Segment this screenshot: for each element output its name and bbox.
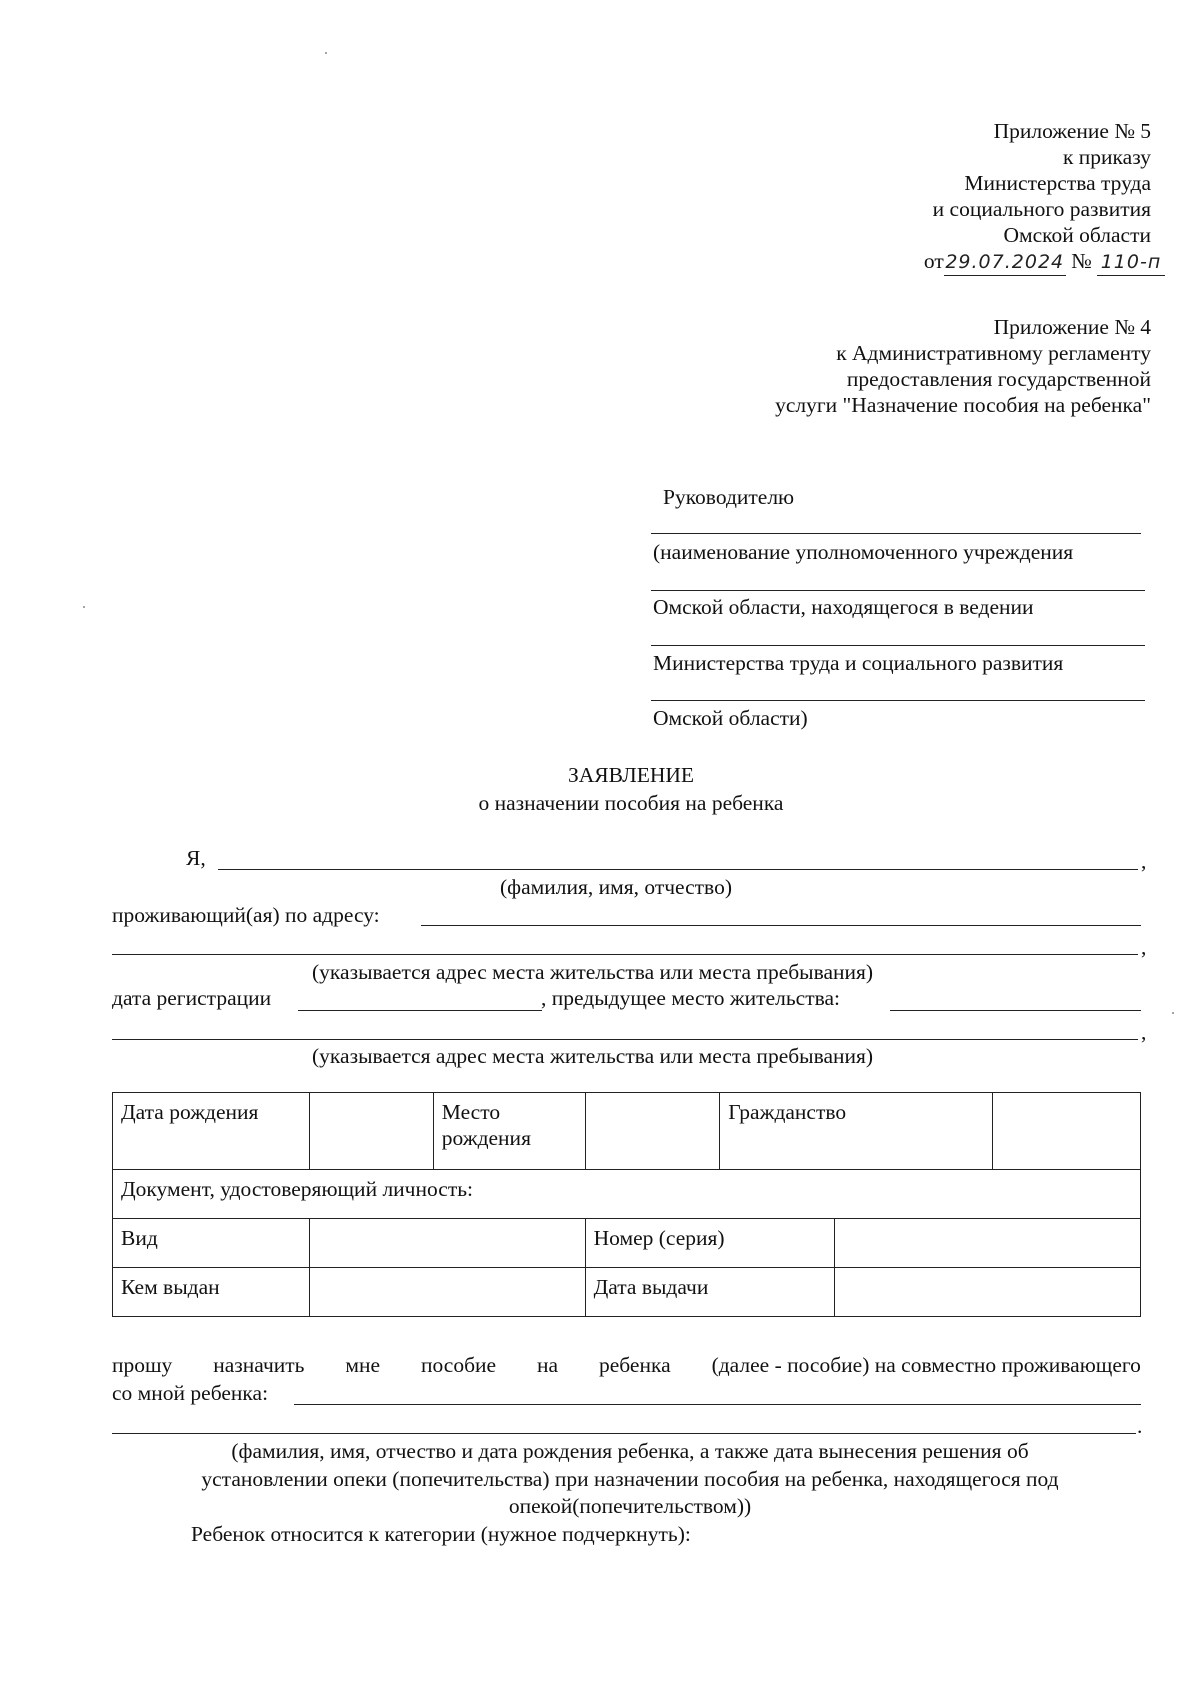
issued-by-label: Кем выдан — [113, 1268, 310, 1317]
applicant-i-label: Я, — [186, 846, 206, 870]
addressee-hint-4: Омской области) — [653, 706, 808, 730]
issue-date-label: Дата выдачи — [585, 1268, 834, 1317]
table-row — [113, 1219, 1141, 1268]
doc-number-label: Номер (серия) — [585, 1219, 834, 1268]
reg-date-field[interactable] — [298, 1010, 542, 1011]
birth-place-label: Место рождения — [433, 1093, 585, 1170]
child-info-field-1[interactable] — [294, 1404, 1141, 1405]
id-document-label: Документ, удостоверяющий личность: — [113, 1170, 1141, 1219]
appendix4-line3: предоставления государственной — [846, 367, 1151, 391]
table-row — [113, 1170, 1141, 1219]
birth-date-value[interactable] — [309, 1093, 433, 1170]
appendix4-block — [551, 314, 1151, 418]
issued-by-value[interactable] — [309, 1268, 585, 1317]
order-number-label: № — [1071, 249, 1092, 273]
request-word: (далее - пособие) на совместно проживающего — [711, 1353, 1141, 1377]
addressee-hint-3: Министерства труда и социального развития — [653, 651, 1064, 675]
address-field-2[interactable] — [112, 954, 1138, 955]
scan-speck — [83, 606, 85, 608]
addressee-hint-2: Омской области, находящегося в ведении — [653, 595, 1034, 619]
appendix5-block — [651, 118, 1162, 276]
appendix4-line2: к Административному регламенту — [836, 341, 1151, 365]
category-instruction: Ребенок относится к категории (нужное подчеркнуть): — [191, 1522, 691, 1546]
citizenship-label: Гражданство — [720, 1093, 993, 1170]
child-info-hint-3: опекой(попечительством)) — [508, 1494, 752, 1518]
doc-kind-value[interactable] — [309, 1219, 585, 1268]
appendix4-line1: Приложение № 4 — [993, 315, 1151, 339]
addressee-line-2[interactable] — [651, 590, 1145, 591]
address-hint: (указывается адрес места жительства или места пребывания) — [312, 960, 874, 984]
addressee-line-4[interactable] — [651, 700, 1145, 701]
request-word: на — [536, 1353, 559, 1377]
order-from-prefix: от — [923, 249, 944, 273]
request-word: назначить — [213, 1353, 305, 1377]
prev-address-hint: (указывается адрес места жительства или места пребывания) — [312, 1044, 874, 1068]
order-date-handwritten: 29.07.2024 — [944, 249, 1066, 276]
applicant-fio-comma: , — [1141, 849, 1147, 873]
doc-kind-label: Вид — [113, 1219, 310, 1268]
prev-address-field-2[interactable] — [112, 1039, 1138, 1040]
appendix5-line2: к приказу — [1062, 145, 1151, 169]
address-comma: , — [1141, 935, 1147, 959]
child-info-hint-2: установлении опеки (попечительства) при назначении пособия на ребенка, находящегося под — [201, 1467, 1059, 1491]
appendix5-line1: Приложение № 5 — [993, 119, 1151, 143]
prev-address-comma: , — [1141, 1020, 1147, 1044]
prev-address-field-1[interactable] — [890, 1010, 1141, 1011]
birth-place-value[interactable] — [585, 1093, 720, 1170]
addressee-line-1[interactable] — [651, 533, 1141, 534]
child-info-hint-1: (фамилия, имя, отчество и дата рождения ребенка, а также дата вынесения решения об — [231, 1439, 1029, 1463]
request-word: мне — [345, 1353, 381, 1377]
applicant-fio-hint: (фамилия, имя, отчество) — [500, 875, 732, 899]
table-row — [113, 1093, 1141, 1170]
reg-date-label: дата регистрации — [112, 986, 272, 1010]
personal-data-table — [112, 1092, 1141, 1317]
order-date-number — [651, 248, 1165, 276]
request-line-1 — [112, 1352, 1141, 1378]
child-info-period: . — [1137, 1414, 1143, 1438]
table-row — [113, 1268, 1141, 1317]
appendix5-line3: Министерства труда — [964, 171, 1151, 195]
citizenship-value[interactable] — [992, 1093, 1140, 1170]
appendix5-line5: Омской области — [1003, 223, 1151, 247]
address-label: проживающий(ая) по адресу: — [112, 903, 380, 927]
addressee-title: Руководителю — [663, 485, 795, 509]
request-child-label: со мной ребенка: — [112, 1381, 269, 1405]
prev-address-label: , предыдущее место жительства: — [541, 986, 840, 1010]
scan-speck — [1172, 1012, 1174, 1014]
scan-speck — [325, 52, 327, 54]
request-word: пособие — [420, 1353, 497, 1377]
document-subtitle: о назначении пособия на ребенка — [478, 791, 784, 815]
addressee-hint-1: (наименование уполномоченного учреждения — [653, 540, 1074, 564]
appendix5-line4: и социального развития — [932, 197, 1151, 221]
applicant-fio-field[interactable] — [218, 869, 1138, 870]
birth-date-label: Дата рождения — [113, 1093, 310, 1170]
child-info-field-2[interactable] — [112, 1433, 1136, 1434]
issue-date-value[interactable] — [834, 1268, 1140, 1317]
appendix4-line4: услуги "Назначение пособия на ребенка" — [775, 393, 1151, 417]
request-word: прошу — [112, 1353, 173, 1377]
addressee-line-3[interactable] — [651, 645, 1145, 646]
document-title: ЗАЯВЛЕНИЕ — [567, 763, 695, 787]
address-field-1[interactable] — [421, 925, 1141, 926]
order-number-handwritten: 110-п — [1097, 249, 1165, 276]
doc-number-value[interactable] — [834, 1219, 1140, 1268]
request-word: ребенка — [598, 1353, 671, 1377]
